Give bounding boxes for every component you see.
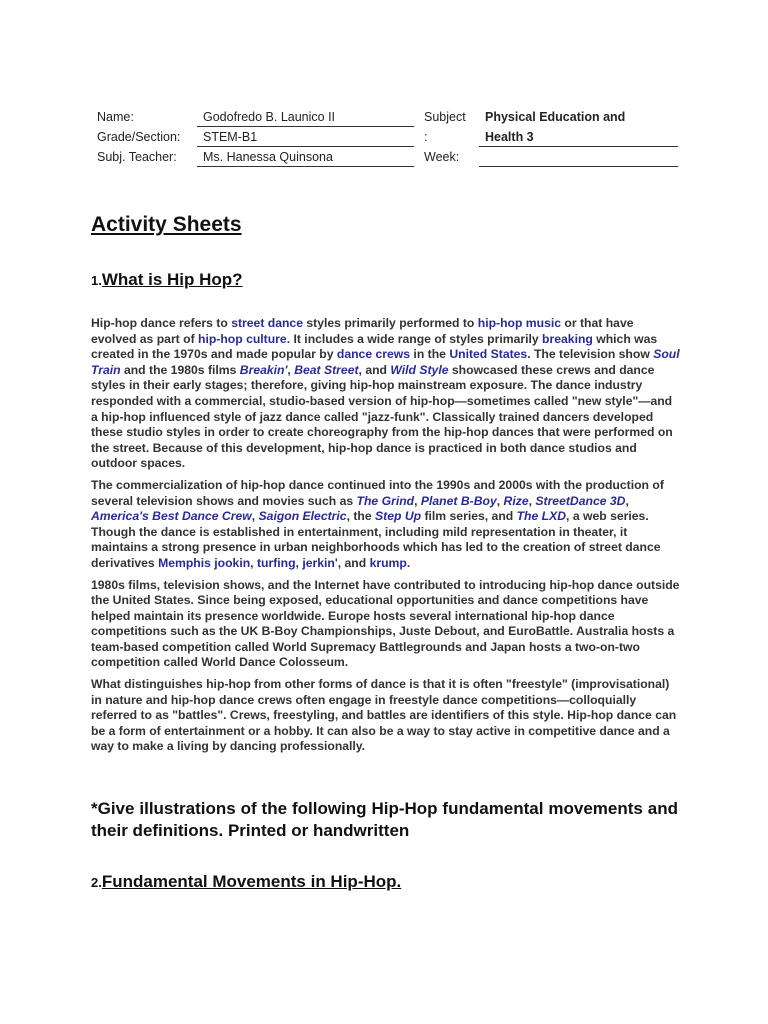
text-run: styles primarily performed to [303, 316, 478, 330]
link-wild-style[interactable]: Wild Style [390, 362, 449, 377]
subject-underline [479, 146, 678, 147]
text-run: , [625, 493, 629, 508]
week-underline [479, 166, 678, 167]
text-run: , [250, 555, 257, 570]
text-run: which was created in the 1970s and made popular by [91, 331, 658, 362]
paragraph-3: 1980s films, television shows, and the Internet have contributed to introducing hip-hop dance outside the United States. Since being exposed, educational opportunities and dance competitions have helped maintain its presence worldwide. Europe hosts several international hip-hop dance competitions such as the UK B-Boy Championships, Juste Debout, and EuroBattle. Australia hosts a team-based competition called World Supremacy Battlegrounds and Japan hosts a two-on-two competition called World Dance Colosseum. [91, 577, 680, 670]
subject-label: Subject [424, 110, 466, 124]
body-text [91, 316, 681, 761]
text-run: . The television show [527, 347, 654, 362]
section-1-label: What is Hip Hop? [101, 270, 243, 289]
teacher-value: Ms. Hanessa Quinsona [203, 150, 333, 164]
teacher-underline [197, 166, 414, 167]
link-streetdance-3d[interactable]: StreetDance 3D [535, 493, 626, 508]
text-run: in the [410, 347, 450, 362]
text-run: , [414, 493, 421, 508]
instruction-text: *Give illustrations of the following Hip-Hop fundamental movements and their definitions. Printed or handwritten [91, 799, 678, 840]
text-run: showcased these crews and dance styles in their early stages; therefore, giving hip-hop mainstream exposure. The dance industry responded with a commercial, studio-based version of hip-hop—sometimes called "new style"—and a hip-hop influenced style of jazz dance called "jazz-funk". Classically trained dancers developed these studio styles in order to create choreography from the hip-hop dances that were performed on the street. Because of this development, hip-hop dance is practiced in both dance studios and outdoor spaces. [91, 362, 673, 471]
link-breaking[interactable]: breaking [542, 331, 593, 346]
paragraph-2 [91, 478, 681, 572]
paragraph-1 [91, 316, 681, 472]
link-jerkin[interactable]: jerkin' [302, 555, 338, 570]
text-run: , and [337, 555, 370, 570]
link-planet-b-boy[interactable]: Planet B-Boy [420, 493, 497, 508]
text-run: , [496, 493, 504, 508]
section-1-number: 1. [91, 273, 102, 288]
text-run: , and [358, 362, 391, 377]
link-saigon-electric[interactable]: Saigon Electric [258, 509, 347, 524]
subject-colon: : [424, 130, 428, 144]
link-beat-street[interactable]: Beat Street [294, 362, 359, 377]
week-label: Week: [424, 150, 460, 164]
text-run: and the 1980s films [120, 362, 240, 377]
text-run: , [287, 362, 295, 377]
text-run: . It includes a wide range of styles primarily [286, 331, 543, 346]
name-underline [197, 126, 414, 127]
text-run: , the [346, 509, 376, 524]
link-turfing[interactable]: turfing [256, 555, 296, 570]
link-street-dance[interactable]: street dance [231, 316, 303, 330]
text-run: , [251, 509, 259, 524]
name-label: Name: [97, 110, 134, 124]
text-run: film series, and [421, 509, 517, 524]
link-hip-hop-music[interactable]: hip-hop music [477, 316, 562, 330]
link-dance-crews[interactable]: dance crews [336, 347, 411, 362]
text-run: The commercialization of hip-hop dance continued into the 1990s and 2000s with the production of several television shows and movies such as [91, 477, 664, 508]
link-americas-best-dance-crew[interactable]: America's Best Dance Crew [91, 509, 252, 524]
text-run: , [528, 493, 536, 508]
link-united-states[interactable]: United States [449, 347, 528, 362]
grade-value: STEM-B1 [203, 130, 258, 144]
grade-underline [197, 146, 414, 147]
link-soul-train[interactable]: Soul Train [91, 347, 680, 377]
text-run: , [295, 555, 303, 570]
link-rize[interactable]: Rize [503, 493, 529, 508]
teacher-label: Subj. Teacher: [97, 150, 177, 164]
text-run: . [406, 555, 411, 570]
page-title: Activity Sheets [91, 213, 242, 236]
text-run: Hip-hop dance refers to [91, 316, 232, 330]
link-the-lxd[interactable]: The LXD [516, 509, 567, 524]
text-run: or that have evolved as part of [91, 316, 634, 346]
subject-value-line1: Physical Education and [485, 110, 626, 124]
section-1-heading [91, 270, 243, 290]
link-step-up[interactable]: Step Up [375, 509, 422, 524]
text-run: , a web series. Though the dance is established in entertainment, including mild representation in theater, it maintains a strong presence in urban neighborhoods which has led to the creation of street dance derivatives [91, 509, 661, 570]
link-krump[interactable]: krump [369, 555, 407, 570]
grade-label: Grade/Section: [97, 130, 181, 144]
link-breakin[interactable]: Breakin' [239, 362, 288, 377]
link-memphis-jookin[interactable]: Memphis jookin [158, 555, 251, 570]
section-2-label: Fundamental Movements in Hip-Hop. [101, 872, 402, 891]
name-value: Godofredo B. Launico II [203, 110, 336, 124]
link-hip-hop-culture[interactable]: hip-hop culture [198, 331, 287, 346]
section-2-heading [91, 872, 401, 892]
subject-value-line2: Health 3 [485, 130, 534, 144]
paragraph-4: What distinguishes hip-hop from other forms of dance is that it is often "freestyle" (improvisational) in nature and hip-hop dance crews often engage in freestyle dance competitions—colloquially referred to as "battles". Crews, freestyling, and battles are identifiers of this style. Hip-hop dance can be a form of entertainment or a hobby. It can also be a way to stay active in competitive dance and a way to make a living by dancing professionally. [91, 677, 677, 754]
link-the-grind[interactable]: The Grind [356, 493, 415, 508]
section-2-number: 2. [91, 875, 102, 890]
